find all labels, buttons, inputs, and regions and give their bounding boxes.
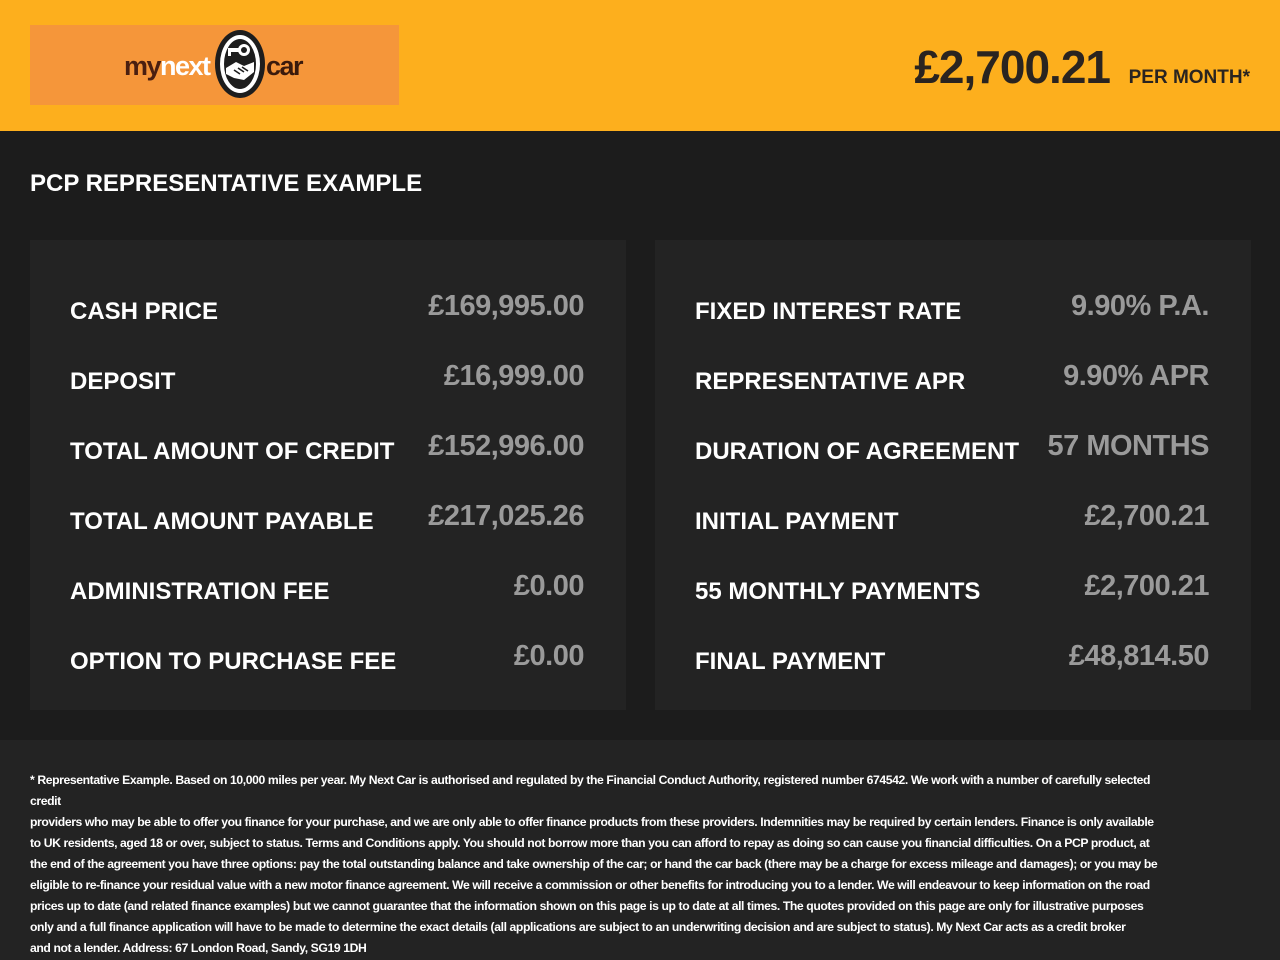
row-initial-payment	[695, 498, 1209, 538]
row-label: DEPOSIT	[70, 368, 176, 395]
row-value: 57 MONTHS	[1047, 430, 1209, 462]
handshake-key-icon	[214, 28, 266, 100]
row-value: £2,700.21	[1084, 500, 1209, 532]
row-value: 9.90% P.A.	[1071, 290, 1209, 322]
row-label: OPTION TO PURCHASE FEE	[70, 648, 397, 675]
row-admin-fee	[70, 568, 584, 608]
row-value: £0.00	[513, 570, 584, 602]
logo-word-my: my	[124, 51, 161, 81]
row-label: FIXED INTEREST RATE	[695, 298, 962, 325]
row-value: £2,700.21	[1084, 570, 1209, 602]
logo-word-car: car	[266, 51, 303, 81]
row-apr	[695, 358, 1209, 398]
finance-panel-right	[655, 240, 1251, 710]
row-label: TOTAL AMOUNT OF CREDIT	[70, 438, 395, 465]
row-label: CASH PRICE	[70, 298, 219, 325]
footer	[0, 740, 1280, 960]
logo-word-next: next	[160, 51, 210, 81]
row-value: £48,814.50	[1068, 640, 1209, 672]
section-title: PCP REPRESENTATIVE EXAMPLE	[30, 170, 423, 197]
per-month-label: PER MONTH*	[1128, 67, 1250, 88]
row-label: REPRESENTATIVE APR	[695, 368, 966, 395]
row-total-credit	[70, 428, 584, 468]
brand-logo[interactable]	[30, 25, 399, 105]
row-cash-price	[70, 288, 584, 328]
row-total-payable	[70, 498, 584, 538]
header-bar	[0, 0, 1280, 131]
row-label: ADMINISTRATION FEE	[70, 578, 330, 605]
row-interest-rate	[695, 288, 1209, 328]
row-final-payment	[695, 638, 1209, 678]
row-value: 9.90% APR	[1063, 360, 1209, 392]
row-value: £217,025.26	[428, 500, 584, 532]
row-duration	[695, 428, 1209, 468]
monthly-price: £2,700.21	[914, 41, 1110, 93]
row-label: FINAL PAYMENT	[695, 648, 886, 675]
row-value: £152,996.00	[428, 430, 584, 462]
row-label: INITIAL PAYMENT	[695, 508, 899, 535]
row-monthly-payments	[695, 568, 1209, 608]
finance-panel-left	[30, 240, 626, 710]
row-label: TOTAL AMOUNT PAYABLE	[70, 508, 374, 535]
row-label: DURATION OF AGREEMENT	[695, 438, 1019, 465]
row-purchase-fee	[70, 638, 584, 678]
disclaimer-text: * Representative Example. Based on 10,000 miles per year. My Next Car is authorised and regulated by the Financial Conduct Authority, registered number 674542. We work with a number of carefully selected credit providers who may be able to offer you finance for your purchase, and we are only able to offer finance products from these providers. Indemnities may be required by certain lenders. Finance is only available to UK residents, aged 18 or over, subject to status. Terms and Conditions apply. You should not borrow more than you can afford to repay as doing so can cause you financial difficulties. On a PCP product, at the end of the agreement you have three options: pay the total outstanding balance and take ownership of the car; or hand the car back (there may be a charge for excess mileage and damages); or you may be eligible to re-finance your residual value with a new motor finance agreement. We will receive a commission or other benefits for introducing you to a lender. We will endeavour to keep information on the road prices up to date (and related finance examples) but we cannot guarantee that the information shown on this page is up to date at all times. The quotes provided on this page are only for illustrative purposes only and a full finance application will have to be made to determine the exact details (all applications are subject to an underwriting decision and are subject to status). My Next Car acts as a credit broker and not a lender. Address: 67 London Road, Sandy, SG19 1DH	[30, 773, 1158, 955]
row-value: £0.00	[513, 640, 584, 672]
row-label: 55 MONTHLY PAYMENTS	[695, 578, 981, 605]
row-value: £16,999.00	[443, 360, 584, 392]
row-deposit	[70, 358, 584, 398]
row-value: £169,995.00	[428, 290, 584, 322]
